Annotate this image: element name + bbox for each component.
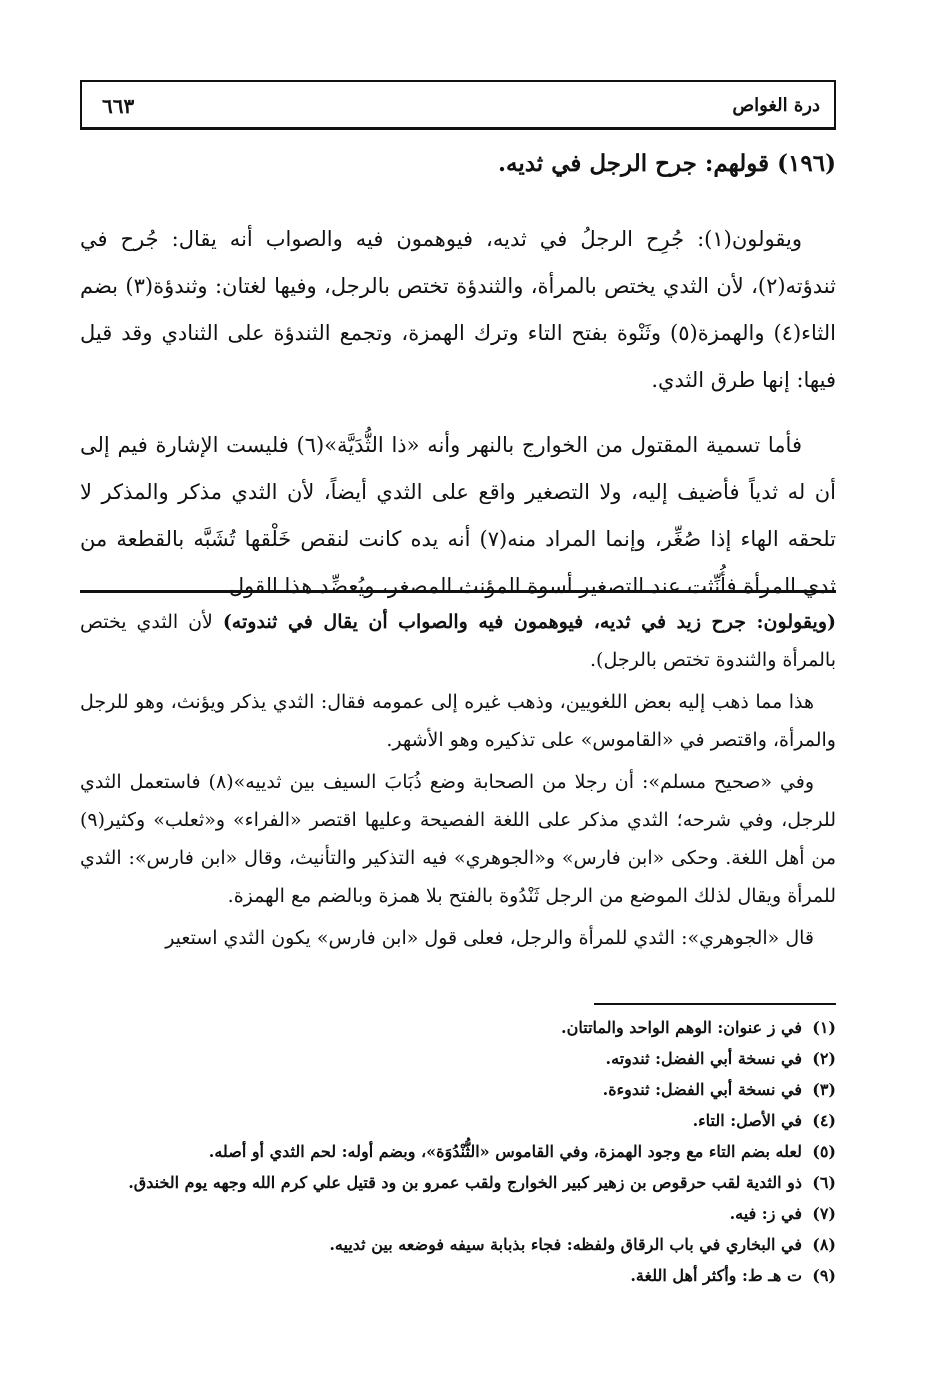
page-number: ٦٦٣ bbox=[102, 94, 135, 118]
commentary-quote: (ويقولون: جرح زيد في ثديه، فيوهمون فيه والصواب أن يقال في ثندوته) bbox=[222, 611, 836, 633]
footnote bbox=[80, 1198, 836, 1229]
footnote-number: (٦) bbox=[812, 1173, 836, 1192]
commentary-paragraph-2: هذا مما ذهب إليه بعض اللغويين، وذهب غيره إلى عمومه فقال: الثدي يذكر ويؤنث، وهو للرجل والمرأة، واقتصر في «القاموس» على تذكيره وهو الأشهر. bbox=[80, 691, 836, 751]
footnote-number: (٨) bbox=[812, 1235, 836, 1254]
footnote-text: في الأصل: التاء. bbox=[692, 1111, 802, 1130]
footnote-number: (٤) bbox=[812, 1111, 836, 1130]
footnote bbox=[80, 1105, 836, 1136]
footnote-number: (١) bbox=[812, 1018, 836, 1037]
footnote-text: ت هـ ط: وأكثر أهل اللغة. bbox=[630, 1266, 802, 1285]
footnote-text: لعله بضم التاء مع وجود الهمزة، وفي القاموس «الثُّنْدُوَة»، وبضم أوله: لحم الثدي أو أصله. bbox=[208, 1142, 802, 1161]
footnote bbox=[80, 1136, 836, 1167]
footnotes-list bbox=[80, 1012, 836, 1291]
footnote bbox=[80, 1167, 836, 1198]
running-header bbox=[80, 80, 836, 130]
footnote bbox=[80, 1260, 836, 1291]
footnote-text: في البخاري في باب الرقاق ولفظه: فجاء بذبابة سيفه فوضعه بين ثدييه. bbox=[329, 1235, 802, 1254]
commentary-divider bbox=[80, 590, 836, 593]
footnote bbox=[80, 1229, 836, 1260]
footnote bbox=[80, 1074, 836, 1105]
commentary-paragraph-4: قال «الجوهري»: الثدي للمرأة والرجل، فعلى قول «ابن فارس» يكون الثدي استعير bbox=[165, 927, 814, 949]
footnote-number: (٣) bbox=[812, 1080, 836, 1099]
footnote bbox=[80, 1043, 836, 1074]
commentary-quote-rest: لأن الثدي يختص بالمرأة والثندوة تختص بالرجل). bbox=[80, 611, 836, 671]
footnote-text: في نسخة أبي الفضل: ثندوته. bbox=[605, 1049, 802, 1068]
footnote-divider bbox=[594, 1003, 836, 1005]
commentary-section bbox=[80, 603, 836, 961]
footnote-number: (٢) bbox=[812, 1049, 836, 1068]
main-text bbox=[80, 216, 836, 610]
footnote-text: في نسخة أبي الفضل: ثندوءة. bbox=[602, 1080, 802, 1099]
entry-heading: (١٩٦) قولهم: جرح الرجل في ثديه. bbox=[497, 150, 836, 177]
footnote-text: ذو الثدية لقب حرقوص بن زهير كبير الخوارج ولقب عمرو بن ود قتيل علي كرم الله وجهه يوم الخندق. bbox=[128, 1173, 802, 1192]
commentary-paragraph-1 bbox=[80, 603, 836, 679]
footnote-number: (٩) bbox=[812, 1266, 836, 1285]
footnote-text: في ز عنوان: الوهم الواحد والماتتان. bbox=[561, 1018, 802, 1037]
footnote bbox=[80, 1012, 836, 1043]
footnote-number: (٧) bbox=[812, 1204, 836, 1223]
book-title: درة الغواص bbox=[732, 95, 820, 116]
footnote-text: في ز: فيه. bbox=[729, 1204, 802, 1223]
main-paragraph-1: ويقولون(١): جُرِح الرجلُ في ثديه، فيوهمون فيه والصواب أنه يقال: جُرح في ثندؤته(٢)، لأن الثدي يختص بالمرأة، والثندؤة تختص بالرجل، وفيها لغتان: وثندؤة(٣) بضم الثاء(٤) والهمزة(٥) وثَنْوة بفتح التاء وترك الهمزة، وتجمع الثندؤة على الثنادي وقد قيل فيها: إنها طرق الثدي. bbox=[80, 227, 836, 392]
main-paragraph-2: فأما تسمية المقتول من الخوارج بالنهر وأنه «ذا الثُّدَيَّة»(٦) فليست الإشارة فيم إلى أن له ثدياً فأضيف إليه، ولا التصغير واقع على الثدي أيضاً، لأن الثدي مذكر والمذكر لا تلحقه الهاء إذا صُغِّر، وإنما المراد منه(٧) أنه يده كانت لنقص خَلْقها تُشَبَّه بالقطعة من ثدي المرأة فأُنِّثت عند التصغير أسوة المؤنث المصغر، ويُعضِّد هذا القول bbox=[80, 433, 836, 598]
footnote-number: (٥) bbox=[812, 1142, 836, 1161]
commentary-paragraph-3: وفي «صحيح مسلم»: أن رجلا من الصحابة وضع ذُبَابَ السيف بين ثدييه»(٨) فاستعمل الثدي للرجل، وفي شرحه؛ الثدي مذكر على اللغة الفصيحة وعليها اقتصر «الفراء» و«ثعلب» وكثير(٩) من أهل اللغة. وحكى «ابن فارس» و«الجوهري» فيه التذكير والتأنيث، وقال «ابن فارس»: الثدي للمرأة ويقال لذلك الموضع من الرجل ثَنْدُوة بالفتح بلا همزة وبالضم مع الهمزة. bbox=[80, 771, 836, 907]
